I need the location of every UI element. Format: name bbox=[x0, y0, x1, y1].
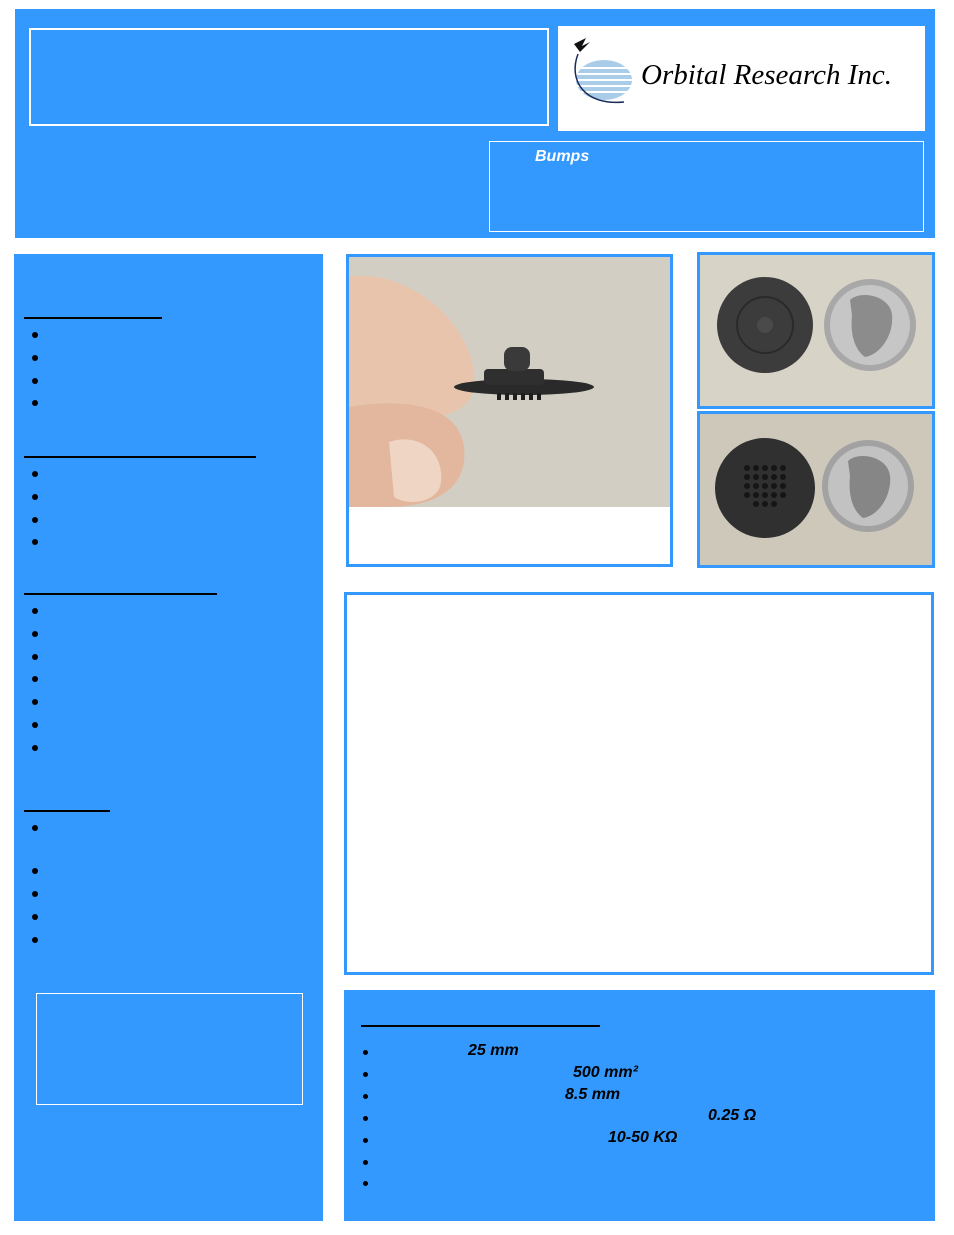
spec-bullet bbox=[363, 1050, 368, 1055]
bullet bbox=[32, 332, 38, 338]
bullet bbox=[32, 745, 38, 751]
spec-bullet bbox=[363, 1094, 368, 1099]
spec-bullet bbox=[363, 1160, 368, 1165]
bullet bbox=[32, 654, 38, 660]
spec-bullet bbox=[363, 1116, 368, 1121]
spec-bullet bbox=[363, 1072, 368, 1077]
bullet bbox=[32, 539, 38, 545]
sensor-bottom-image bbox=[700, 414, 932, 565]
bullet bbox=[32, 825, 38, 831]
section-rule bbox=[24, 593, 217, 595]
bullet bbox=[32, 355, 38, 361]
section-rule bbox=[24, 456, 256, 458]
spec-value-diameter: 25 mm bbox=[468, 1042, 519, 1059]
spec-value-impedance: 10-50 KΩ bbox=[608, 1129, 678, 1146]
bullet bbox=[32, 631, 38, 637]
bullet bbox=[32, 676, 38, 682]
orbital-logo-icon bbox=[564, 30, 640, 114]
spec-bullet bbox=[363, 1138, 368, 1143]
bullet bbox=[32, 494, 38, 500]
bullet bbox=[32, 699, 38, 705]
sensor-top-image bbox=[700, 255, 932, 406]
bullet bbox=[32, 937, 38, 943]
bullet bbox=[32, 471, 38, 477]
bullet bbox=[32, 868, 38, 874]
subtitle-text: Bumps bbox=[535, 148, 590, 165]
sensor-held-image bbox=[349, 257, 670, 564]
description-box bbox=[344, 592, 934, 975]
spec-value-resistance: 0.25 Ω bbox=[708, 1107, 757, 1124]
sensor-top-photo bbox=[697, 252, 935, 409]
spec-bullet bbox=[363, 1181, 368, 1186]
bullet bbox=[32, 722, 38, 728]
bullet bbox=[32, 608, 38, 614]
bullet bbox=[32, 400, 38, 406]
sensor-held-photo bbox=[346, 254, 673, 567]
spec-value-length: 8.5 mm bbox=[565, 1086, 621, 1103]
note-box bbox=[36, 993, 303, 1105]
company-name: Orbital Research Inc. bbox=[641, 59, 893, 91]
company-logo bbox=[558, 26, 925, 131]
subtitle-box bbox=[489, 141, 924, 232]
specifications-rule bbox=[361, 1025, 600, 1027]
specifications-panel bbox=[344, 990, 935, 1221]
bullet bbox=[32, 891, 38, 897]
section-rule bbox=[24, 317, 162, 319]
title-box bbox=[29, 28, 549, 126]
bullet bbox=[32, 517, 38, 523]
bullet bbox=[32, 914, 38, 920]
spec-value-area: 500 mm² bbox=[573, 1064, 638, 1081]
sensor-bottom-photo bbox=[697, 411, 935, 568]
bullet bbox=[32, 378, 38, 384]
section-rule bbox=[24, 810, 110, 812]
